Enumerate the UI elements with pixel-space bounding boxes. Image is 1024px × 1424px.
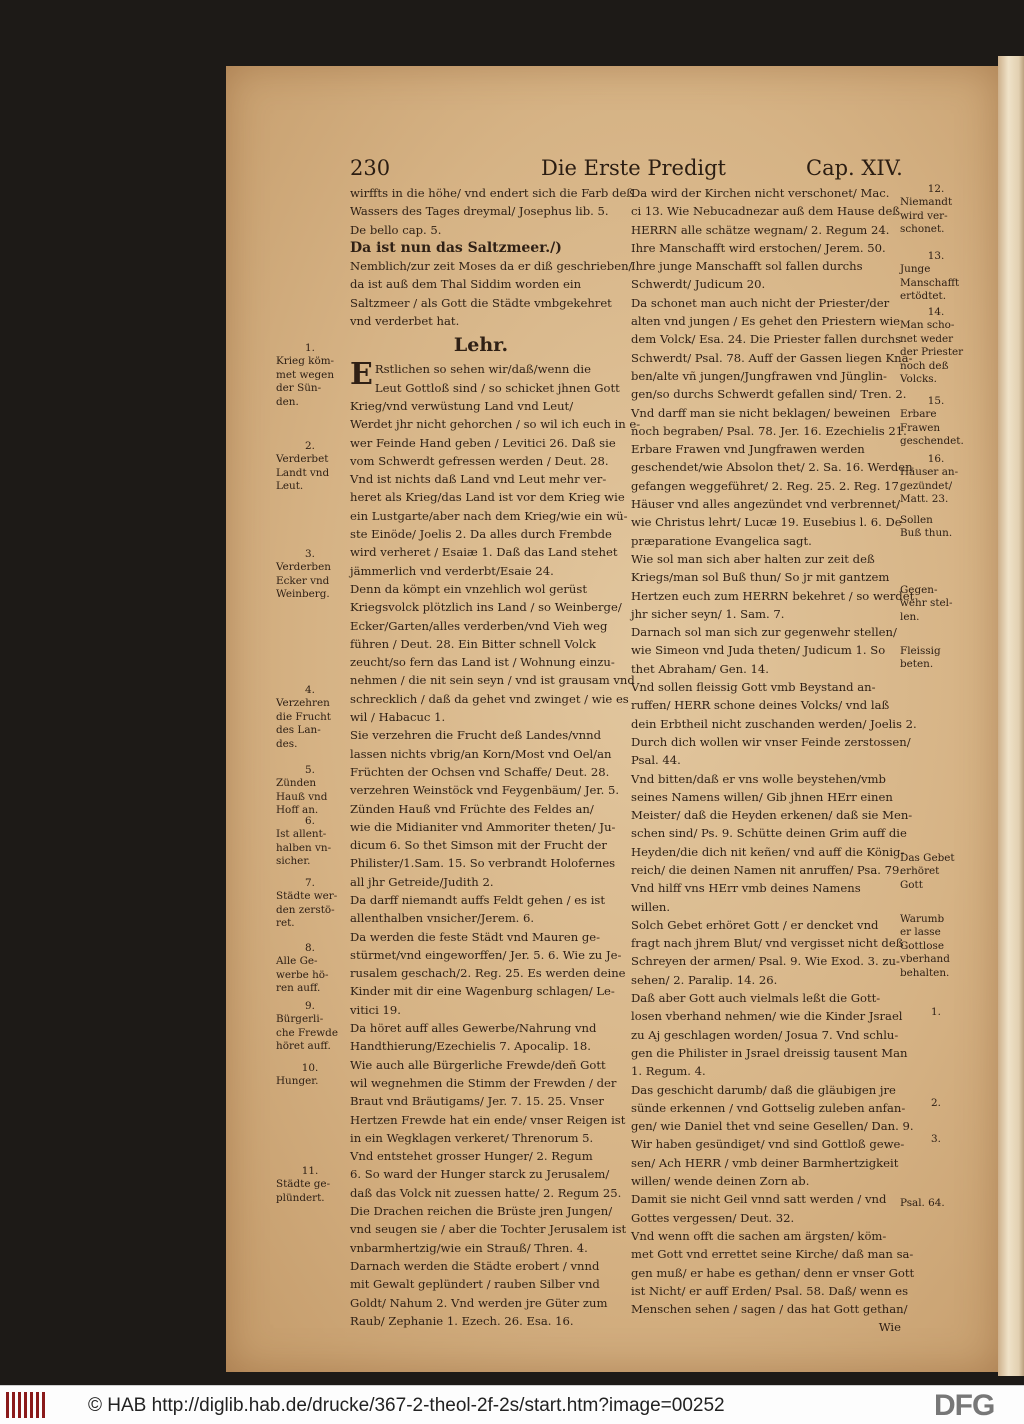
hab-logo-icon — [6, 1392, 50, 1418]
margin-note-line: Städte wer- — [276, 890, 338, 903]
margin-note-line: die Frucht — [276, 710, 331, 723]
margin-note-number: 13. — [927, 250, 945, 262]
text-line: gen/ wie Daniel thet vnd seine Gesellen/ Dan. 9. — [631, 1119, 914, 1134]
margin-note-line: Psal. 64. — [900, 1197, 945, 1209]
text-line: rusalem geschach/2. Reg. 25. Es werden deine — [350, 966, 626, 981]
text-line: Vnd ist nichts daß Land vnd Leut mehr ver- — [350, 472, 607, 487]
text-line: Ecker/Garten/alles verderben/vnd Vieh weg — [350, 618, 608, 633]
text-line: schen sind/ Ps. 9. Schütte deinen Grim auff die — [631, 826, 907, 841]
text-line: Vnd hilff vns HErr vmb deines Namens — [631, 881, 861, 896]
text-line: Schwerdt/ Judicum 20. — [631, 277, 766, 292]
margin-note-line: net weder — [900, 332, 954, 345]
text-line: seines Namens willen/ Gib jhnen HErr einen — [631, 789, 893, 804]
text-line: nehmen / die nit sein seyn / vnd ist grausam vnd — [350, 673, 635, 688]
margin-note — [900, 306, 972, 386]
margin-note — [900, 913, 972, 980]
margin-note-line: der Priester — [900, 346, 964, 359]
drop-capital: E — [350, 357, 373, 393]
margin-note-number: 1. — [305, 342, 315, 354]
margin-note-line: Sollen — [900, 514, 933, 526]
margin-note-line: der Sün- — [276, 382, 322, 395]
margin-note-number: 2. — [931, 1097, 941, 1109]
margin-note-number: 4. — [305, 684, 315, 696]
margin-note-number: 5. — [305, 764, 315, 776]
text-line: gen muß/ er habe es gethan/ denn er vnser Gott — [631, 1265, 915, 1280]
text-line: Hertzen euch zum HERRN bekehret / so werdet — [631, 588, 915, 603]
text-line: wer Feinde Hand geben / Levitici 26. Daß sie — [350, 435, 616, 450]
margin-note — [276, 815, 344, 869]
text-line: allenthalben vnsicher/Jerem. 6. — [350, 911, 535, 926]
margin-note-line: Gott — [900, 878, 923, 891]
text-line: ein Lustgarte/aber nach dem Krieg/wie ein wü- — [350, 508, 628, 523]
text-line: führen / Deut. 28. Ein Bitter schnell Volck — [350, 636, 596, 651]
section-heading: Da ist nun das Saltzmeer./) — [350, 239, 562, 256]
margin-note-line: Verderben — [276, 561, 331, 574]
margin-note-line: noch deß — [900, 359, 949, 372]
text-line: dein Erbtheil nicht zuschanden werden/ Joelis 2. — [631, 716, 917, 731]
text-line: willen. — [631, 899, 671, 914]
text-line: Da darff niemandt auffs Feldt gehen / es ist — [350, 892, 606, 907]
margin-note-number: 14. — [927, 306, 945, 318]
margin-note-line: Junge — [900, 263, 931, 276]
margin-note — [900, 645, 972, 672]
margin-note-number: 16. — [927, 453, 945, 465]
text-line: wie Simeon vnd Juda theten/ Judicum 1. So — [631, 643, 886, 658]
margin-note-line: Frawen — [900, 421, 941, 434]
text-line: willen/ wende deinen Zorn ab. — [631, 1174, 810, 1189]
text-line: verzehren Weinstöck vnd Feygenbäum/ Jer. 5. — [350, 783, 620, 798]
margin-note-line: behalten. — [900, 966, 950, 979]
text-line: lassen nichts vbrig/an Korn/Most vnd Oel/an — [350, 746, 612, 761]
text-line: sünde erkennen / vnd Gottselig zuleben anfan- — [631, 1100, 906, 1115]
margin-note-line: sicher. — [276, 855, 311, 868]
margin-note — [900, 584, 972, 624]
margin-note-line: Volcks. — [900, 373, 937, 386]
text-line: Nemblich/zur zeit Moses da er diß geschrieben/ — [350, 259, 633, 274]
margin-note-line: Alle Ge- — [276, 955, 318, 968]
margin-note-line: halben vn- — [276, 841, 332, 854]
margin-note-line: Niemandt — [900, 196, 953, 209]
margin-note — [900, 852, 972, 892]
margin-note-line: Manschafft — [900, 276, 960, 289]
margin-note-line: ren auff. — [276, 982, 321, 995]
text-line: Da werden die feste Städt vnd Mauren ge- — [350, 929, 601, 944]
text-line: Psal. 44. — [631, 753, 681, 768]
margin-note-line: werbe hö- — [276, 968, 329, 981]
margin-note — [900, 1097, 972, 1110]
catchword: Wie — [878, 1320, 901, 1335]
text-line: wie Christus lehrt/ Lucæ 19. Eusebius l. 6. De — [631, 515, 902, 530]
margin-note-line: Städte ge- — [276, 1178, 331, 1191]
text-line: Philister/1.Sam. 15. So verbrandt Holofernes — [350, 856, 616, 871]
margin-note-line: Hoff an. — [276, 804, 319, 817]
text-line: Handthierung/Ezechielis 7. Apocalip. 18. — [350, 1039, 591, 1054]
text-line: 1. Regum. 4. — [631, 1064, 706, 1079]
text-line: dem Volck/ Esa. 24. Die Priester fallen durchs — [631, 332, 902, 347]
text-line: Denn da kömpt ein vnzehlich wol gerüst — [350, 581, 587, 596]
margin-note-line: er lasse — [900, 926, 941, 939]
text-line: ste Einöde/ Joelis 2. Da alles durch Frembde — [350, 527, 612, 542]
text-line: Darnach sol man sich zur gegenwehr stellen/ — [631, 625, 897, 640]
text-line: Erbare Frawen vnd Jungfrawen werden — [631, 442, 865, 457]
margin-note-line: len. — [900, 610, 920, 623]
margin-note — [276, 1000, 344, 1054]
text-line: Braut vnd Bräutigams/ Jer. 7. 15. 25. Vnser — [350, 1094, 604, 1109]
text-line: Meister/ daß die Heyden erkenen/ daß sie Men- — [631, 808, 913, 823]
margin-note-number: 2. — [305, 440, 315, 452]
text-line: wil wegnehmen die Stimm der Frewden / der — [350, 1075, 617, 1090]
text-line: Schwerdt/ Psal. 78. Auff der Gassen liegen Kna- — [631, 350, 913, 365]
margin-note — [900, 514, 972, 541]
text-line: 6. So ward der Hunger starck zu Jerusalem/ — [350, 1167, 610, 1182]
margin-note-number: 3. — [305, 548, 315, 560]
text-line: geschendet/wie Absolon thet/ 2. Sa. 16. Werden — [631, 460, 913, 475]
text-line: vom Schwerdt gefressen werden / Deut. 28. — [350, 453, 609, 468]
margin-note-line: des. — [276, 737, 298, 750]
text-line: zeucht/so fern das Land ist / Wohnung einzu- — [350, 655, 615, 670]
margin-note-line: Man scho- — [900, 319, 955, 332]
text-line: Ihre Manschafft wird erstochen/ Jerem. 50. — [631, 240, 886, 255]
chapter-label: Cap. XIV. — [806, 156, 903, 180]
text-line: Kriegs/man sol Buß thun/ So jr mit gantzem — [631, 570, 890, 585]
margin-note-line: Bürgerli- — [276, 1013, 324, 1026]
margin-note-line: Weinberg. — [276, 588, 330, 601]
text-line: all jhr Getreide/Judith 2. — [350, 874, 494, 889]
text-line: Da wird der Kirchen nicht verschonet/ Mac. — [631, 186, 890, 200]
text-line: ruffen/ HERR schone deines Volcks/ vnd laß — [631, 698, 890, 713]
margin-note — [900, 1006, 972, 1019]
text-line: Krieg/vnd verwüstung Land vnd Leut/ — [350, 398, 574, 413]
text-line: Goldt/ Nahum 2. Vnd werden jre Güter zum — [350, 1295, 608, 1310]
running-title: Die Erste Predigt — [541, 156, 726, 180]
margin-note-line: Fleissig — [900, 645, 941, 657]
text-line: Damit sie nicht Geil vnnd satt werden / vnd — [631, 1192, 887, 1207]
margin-note-number: 11. — [301, 1165, 319, 1177]
lehr-heading: Lehr. — [453, 334, 509, 357]
text-line: Wassers des Tages dreymal/ Josephus lib. 5. — [350, 204, 609, 219]
text-line: da ist auß dem Thal Siddim worden ein — [350, 277, 582, 292]
margin-note-line: wird ver- — [900, 209, 948, 222]
text-line: vnd seugen sie / aber die Tochter Jerusalem ist — [350, 1222, 627, 1237]
margin-note-line: Buß thun. — [900, 527, 953, 540]
margin-note-number: 10. — [301, 1062, 319, 1074]
margin-note-line: gezündet/ — [900, 479, 953, 492]
text-column-left — [350, 184, 641, 1330]
text-line: stürmet/vnd eingeworffen/ Jer. 5. 6. Wie zu Je- — [350, 947, 622, 962]
text-line: De bello cap. 5. — [350, 222, 442, 237]
margin-note-number: 3. — [931, 1133, 941, 1145]
text-line: Früchten der Ochsen vnd Schaffe/ Deut. 28. — [350, 764, 610, 779]
margin-note — [900, 453, 972, 507]
text-line: Raub/ Zephanie 1. Ezech. 26. Esa. 16. — [350, 1313, 574, 1328]
text-line: fragt nach jhrem Blut/ vnd vergisset nicht deß — [631, 936, 904, 951]
margin-note-number: 8. — [305, 942, 315, 954]
text-line: Vnd entstehet grosser Hunger/ 2. Regum — [350, 1149, 593, 1164]
text-line: Ihre junge Manschafft sol fallen durchs — [631, 259, 863, 274]
text-line: Vnd bitten/daß er vns wolle beystehen/vmb — [631, 771, 886, 786]
text-line: vitici 19. — [350, 1002, 401, 1017]
margin-note-line: beten. — [900, 658, 934, 671]
margin-note-number: 9. — [305, 1000, 315, 1012]
text-line: Zünden Hauß vnd Früchte des Feldes an/ — [350, 801, 594, 816]
margin-note-line: höret auff. — [276, 1040, 331, 1053]
margin-note-line: den. — [276, 395, 299, 408]
text-line: met Gott vnd errettet seine Kirche/ daß man sa- — [631, 1247, 914, 1262]
text-line: thet Abraham/ Gen. 14. — [631, 661, 769, 676]
text-line: Die Drachen reichen die Brüste jren Jungen/ — [350, 1204, 613, 1219]
margin-note-line: Leut. — [276, 480, 304, 493]
margin-note-line: Ecker vnd — [276, 574, 330, 587]
margin-note — [276, 1062, 344, 1089]
text-line: Menschen sehen / sagen / das hat Gott gethan/ — [631, 1302, 908, 1317]
text-line: alten vnd jungen / Es gehet den Priestern wie — [631, 314, 901, 329]
text-line: Das geschicht darumb/ daß die gläubigen jre — [631, 1082, 896, 1097]
margin-note-line: Landt vnd — [276, 466, 330, 479]
text-line: HERRN alle schätze wegnam/ 2. Regum 24. — [631, 222, 890, 237]
text-line: Wie sol man sich aber halten zur zeit deß — [631, 551, 875, 566]
margin-note-line: Erbare — [900, 408, 937, 421]
margin-note — [276, 548, 344, 602]
margin-note-line: Gottlose — [900, 939, 944, 952]
margin-note — [276, 440, 344, 494]
margin-note — [900, 1197, 972, 1210]
text-line: Werdet jhr nicht gehorchen / so wil ich euch in e- — [350, 417, 641, 432]
text-line: Hertzen Frewde hat ein ende/ vnser Reigen ist — [350, 1112, 626, 1127]
text-line: Kinder mit dir eine Wagenburg schlagen/ Le- — [350, 984, 615, 999]
text-line: reich/ die deinen Namen nit anruffen/ Psa. 79. — [631, 862, 904, 877]
text-line: Wie auch alle Bürgerliche Frewde/deñ Gott — [350, 1057, 606, 1072]
margin-note-number: 6. — [305, 815, 315, 827]
margin-note-number: 12. — [927, 183, 945, 195]
text-line: dicum 6. So thet Simson mit der Frucht der — [350, 838, 607, 853]
text-line: Daß aber Gott auch vielmals leßt die Gott- — [631, 991, 881, 1006]
margin-note — [900, 183, 972, 237]
text-line: Leut Gottloß sind / so schicket jhnen Gott — [374, 380, 620, 395]
book-fore-edge — [998, 56, 1024, 1376]
dfg-logo: DFG — [934, 1389, 995, 1422]
text-line: Schreyen der armen/ Psal. 9. Wie Exod. 3. zu- — [631, 954, 900, 969]
margin-note-number: 15. — [927, 395, 945, 407]
margin-note-line: Zünden — [276, 777, 317, 790]
text-line: losen vberhand nehmen/ wie die Kinder Jsrael — [631, 1009, 903, 1024]
margin-note-line: Hunger. — [276, 1075, 319, 1088]
text-line: Darnach werden die Städte erobert / vnnd — [350, 1258, 600, 1273]
margin-note-line: wehr stel- — [900, 597, 953, 610]
text-line: Vnd sollen fleissig Gott vmb Beystand an- — [631, 680, 876, 695]
margin-note-line: Gegen- — [900, 584, 938, 596]
text-line: Solch Gebet erhöret Gott / er dencket vnd — [631, 917, 879, 932]
viewer-footer — [0, 1385, 1024, 1424]
margin-note-line: Ist allent- — [276, 828, 327, 841]
text-line: zu Aj geschlagen worden/ Josua 7. Vnd schlu- — [631, 1027, 899, 1042]
text-line: daß das Volck nit zuessen hatte/ 2. Regum 25. — [350, 1185, 622, 1200]
margin-note-line: Verzehren — [276, 697, 330, 710]
text-line: Da schonet man auch nicht der Priester/der — [631, 295, 890, 310]
text-line: ben/alte vñ jungen/Jungfrawen vnd Jünglin- — [631, 368, 887, 383]
margin-note-line: Krieg köm- — [276, 355, 335, 368]
text-line: heret als Krieg/das Land ist vor dem Krieg wie — [350, 490, 625, 505]
text-line: Wir haben gesündiget/ vnd sind Gottloß gewe- — [631, 1137, 905, 1152]
text-line: Vnd wenn offt die sachen am ärgsten/ köm- — [631, 1228, 887, 1243]
margin-note-line: schonet. — [900, 223, 945, 236]
text-line: ist Nicht/ er auff Erden/ Psal. 58. Daß/ wenn es — [631, 1283, 909, 1298]
text-line: Sie verzehren die Frucht deß Landes/vnnd — [350, 728, 602, 743]
margin-note — [276, 1165, 344, 1205]
text-line: gen die Philister in Jsrael dreissig tausent Man — [631, 1045, 908, 1060]
margin-note-line: plündert. — [276, 1191, 325, 1204]
text-line: Vnd darff man sie nicht beklagen/ beweinen — [631, 405, 891, 420]
margin-note — [900, 1133, 972, 1146]
margin-note-number: 1. — [931, 1006, 941, 1018]
margin-note — [900, 250, 972, 304]
page-number: 230 — [350, 156, 391, 180]
margin-note-line: des Lan- — [276, 724, 321, 737]
margin-note-line: Das Gebet — [900, 852, 955, 864]
margin-note — [900, 395, 972, 449]
text-line-rest: Rstlichen so sehen wir/daß/wenn die — [374, 362, 591, 377]
text-line: jhr sicher seyn/ 1. Sam. 7. — [631, 606, 785, 621]
text-line: schrecklich / daß da gehet vnd zwinget / wie es — [350, 691, 629, 706]
text-line: wil / Habacuc 1. — [350, 710, 446, 725]
copyright-link[interactable]: © HAB http://diglib.hab.de/drucke/367-2-theol-2f-2s/start.htm?image=00252 — [88, 1395, 725, 1416]
text-line: in ein Wegklagen verkeret/ Threnorum 5. — [350, 1130, 594, 1145]
text-line: sehen/ 2. Paralip. 14. 26. — [631, 972, 778, 987]
text-line: sen/ Ach HERR / vmb deiner Barmhertzigkeit — [631, 1155, 899, 1170]
text-line: wie die Midianiter vnd Ammoriter theten/ Ju- — [350, 819, 616, 834]
margin-note-line: erhöret — [900, 865, 940, 878]
margin-note-line: che Frewde — [276, 1026, 338, 1039]
text-line: Heyden/die dich nit keñen/ vnd auff die König- — [631, 844, 905, 859]
margin-note-line: Matt. 23. — [900, 493, 949, 506]
margin-note-line: Hauß vnd — [276, 790, 328, 803]
text-line: vnd verderbet hat. — [350, 314, 460, 329]
text-line: jämmerlich vnd verderbt/Esaie 24. — [350, 563, 554, 578]
text-line: noch begraben/ Psal. 78. Jer. 16. Ezechielis 21. — [631, 423, 907, 438]
margin-note-line: Häuser an- — [900, 466, 959, 479]
margin-note — [276, 684, 344, 751]
margin-note-line: geschendet. — [900, 435, 964, 448]
text-line: Häuser vnd alles angezündet vnd verbrennet/ — [631, 497, 901, 512]
margin-note-number: 7. — [305, 877, 315, 889]
margin-note — [276, 877, 344, 931]
margin-note — [276, 342, 344, 409]
text-line: wirffts in die höhe/ vnd endert sich die Farb deß — [350, 186, 635, 200]
margin-note-line: vberhand — [900, 953, 950, 966]
margin-note-line: ertödtet. — [900, 290, 947, 303]
book-page — [226, 66, 998, 1372]
margin-note-line: den zerstö- — [276, 903, 335, 916]
text-line: gefangen weggeführet/ 2. Reg. 25. 2. Reg. 17. — [631, 478, 903, 493]
margin-note — [276, 942, 344, 996]
margin-note — [276, 764, 344, 818]
text-line: Saltzmeer / als Gott die Städte vmbgekehret — [350, 295, 612, 310]
text-line: Da höret auff alles Gewerbe/Nahrung vnd — [350, 1021, 597, 1036]
text-line: præparatione Evangelica sagt. — [631, 533, 812, 548]
text-line: wird verheret / Esaiæ 1. Daß das Land stehet — [350, 545, 618, 560]
text-line: vnbarmhertzig/wie ein Strauß/ Thren. 4. — [350, 1240, 588, 1255]
text-line: Kriegsvolck plötzlich ins Land / so Weinberge/ — [350, 600, 622, 615]
margin-note-line: met wegen — [276, 368, 335, 381]
text-line: mit Gewalt geplündert / rauben Silber vnd — [350, 1277, 600, 1292]
margin-note-line: Verderbet — [276, 453, 329, 466]
margin-note-line: Warumb — [900, 913, 945, 925]
text-line: Gottes vergessen/ Deut. 32. — [631, 1210, 795, 1225]
text-line: ci 13. Wie Nebucadnezar auß dem Hause deß — [631, 204, 901, 219]
text-line: gen/so durchs Schwerdt gefallen sind/ Tren. 2. — [631, 387, 907, 402]
text-line: Durch dich wollen wir vnser Feinde zerstossen/ — [631, 734, 911, 749]
margin-note-line: ret. — [276, 917, 295, 930]
